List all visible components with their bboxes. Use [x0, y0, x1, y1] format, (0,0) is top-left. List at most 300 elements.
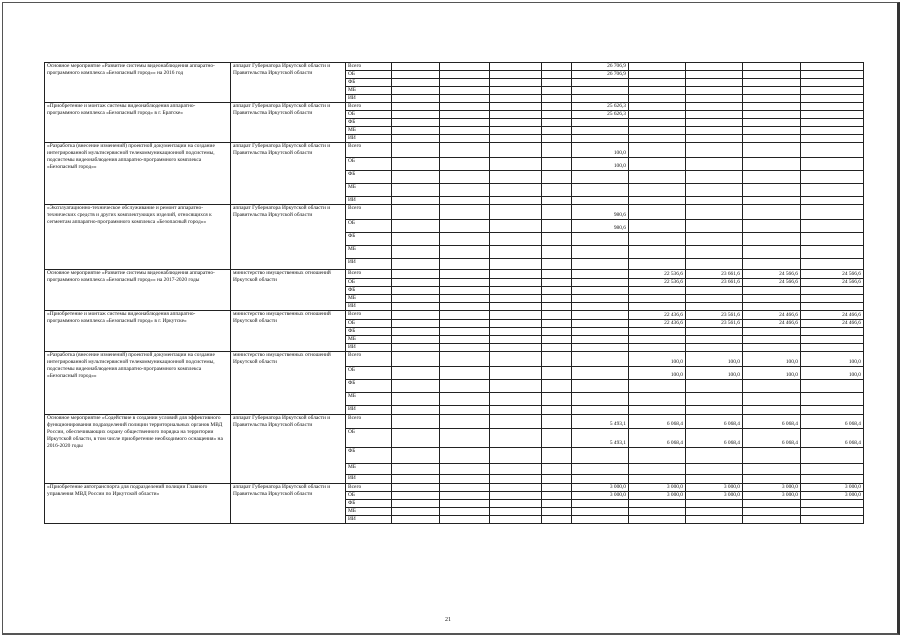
amount-cell [542, 492, 572, 500]
amount-cell [572, 328, 629, 336]
amount-cell [572, 87, 629, 95]
amount-cell [629, 464, 686, 475]
amount-cell [392, 464, 440, 475]
amount-cell [686, 475, 743, 484]
funding-source-cell: ОБ [346, 429, 392, 448]
amount-cell [542, 279, 572, 287]
amount-cell [392, 63, 440, 71]
amount-cell: 24 466,6 [801, 320, 864, 328]
table-row [45, 270, 864, 279]
amount-cell [542, 415, 572, 429]
amount-cell [392, 171, 440, 184]
amount-cell [490, 246, 542, 259]
amount-cell: 3 000,0 [743, 492, 801, 500]
amount-cell [686, 95, 743, 103]
amount-cell [629, 71, 686, 79]
executor-cell: аппарат Губернатора Иркутской области и Правительства Иркутской области [231, 63, 346, 103]
executor-cell: министерство имущественных отношений Иркутской области [231, 270, 346, 311]
amount-cell [490, 103, 542, 111]
amount-cell [542, 184, 572, 197]
funding-source-cell: ФБ [346, 287, 392, 295]
amount-cell [743, 344, 801, 352]
amount-cell [490, 233, 542, 246]
table-row [45, 205, 864, 220]
amount-cell [743, 246, 801, 259]
amount-cell [490, 127, 542, 135]
amount-cell [572, 464, 629, 475]
amount-cell [629, 246, 686, 259]
amount-cell [392, 516, 440, 524]
funding-source-cell: Всего [346, 352, 392, 367]
amount-cell: 22 436,6 [629, 311, 686, 320]
amount-cell [440, 158, 490, 171]
amount-cell [440, 448, 490, 464]
amount-cell [440, 79, 490, 87]
amount-cell: 25 626,3 [572, 111, 629, 119]
amount-cell [542, 448, 572, 464]
amount-cell [743, 95, 801, 103]
amount-cell [440, 111, 490, 119]
amount-cell [490, 367, 542, 380]
amount-cell [629, 303, 686, 311]
activity-name-cell: «Приобретение и монтаж системы видеонаблюдения аппаратно-программного комплекса «Безопасный город» в г. Иркутске» [45, 311, 231, 352]
amount-cell [686, 197, 743, 205]
amount-cell [572, 279, 629, 287]
amount-cell [392, 484, 440, 492]
funding-source-cell: Всего [346, 63, 392, 71]
amount-cell [542, 429, 572, 448]
funding-source-cell: Всего [346, 205, 392, 220]
amount-cell [629, 393, 686, 406]
funding-source-cell: ФБ [346, 328, 392, 336]
amount-cell [801, 158, 864, 171]
amount-cell [743, 328, 801, 336]
amount-cell [743, 103, 801, 111]
amount-cell [440, 380, 490, 393]
amount-cell [392, 475, 440, 484]
amount-cell [743, 220, 801, 233]
amount-cell [440, 311, 490, 320]
amount-cell [542, 197, 572, 205]
budget-table-body [45, 63, 864, 524]
amount-cell [686, 328, 743, 336]
amount-cell [542, 406, 572, 415]
amount-cell [440, 119, 490, 127]
amount-cell [490, 492, 542, 500]
amount-cell [629, 448, 686, 464]
funding-source-cell: МБ [346, 508, 392, 516]
amount-cell [801, 464, 864, 475]
activity-name-cell: «Приобретение и монтаж системы видеонаблюдения аппаратно-программного комплекса «Безопасный город» в г. Братске» [45, 103, 231, 143]
amount-cell [743, 197, 801, 205]
amount-cell [542, 484, 572, 492]
amount-cell [572, 311, 629, 320]
amount-cell [743, 158, 801, 171]
amount-cell [440, 135, 490, 143]
funding-source-cell: ИИ [346, 406, 392, 415]
funding-source-cell: ИИ [346, 303, 392, 311]
amount-cell [743, 448, 801, 464]
amount-cell: 3 000,0 [743, 484, 801, 492]
amount-cell: 24 566,6 [743, 270, 801, 279]
amount-cell [686, 119, 743, 127]
amount-cell [743, 500, 801, 508]
amount-cell: 24 466,6 [801, 311, 864, 320]
amount-cell [440, 246, 490, 259]
amount-cell: 5 493,1 [572, 429, 629, 448]
amount-cell [572, 393, 629, 406]
table-row [45, 415, 864, 429]
amount-cell [572, 367, 629, 380]
executor-cell: аппарат Губернатора Иркутской области и Правительства Иркутской области [231, 415, 346, 484]
amount-cell [572, 135, 629, 143]
amount-cell [686, 111, 743, 119]
activity-name-cell: «Разработка (внесение изменений) проектной документации на создание интегрированной мультисервисной телекоммуникационной подсистемы, подсистемы видеонаблюдения аппаратно-программного комплекса «Безопасный город»» [45, 143, 231, 205]
amount-cell [392, 71, 440, 79]
amount-cell [392, 295, 440, 303]
amount-cell [440, 295, 490, 303]
amount-cell [686, 516, 743, 524]
amount-cell [801, 475, 864, 484]
amount-cell: 23 661,6 [686, 270, 743, 279]
amount-cell [572, 500, 629, 508]
amount-cell [686, 464, 743, 475]
activity-name-cell: «Разработка (внесение изменений) проектной документации на создание интегрированной мультисервисной телекоммуникационной подсистемы, подсистемы видеонаблюдения аппаратно-программного комплекса «Безопасный город»» [45, 352, 231, 415]
amount-cell [440, 415, 490, 429]
amount-cell [686, 246, 743, 259]
funding-source-cell: Всего [346, 311, 392, 320]
amount-cell [572, 270, 629, 279]
table-row [45, 484, 864, 492]
amount-cell [801, 448, 864, 464]
amount-cell [440, 220, 490, 233]
funding-source-cell: МБ [346, 295, 392, 303]
amount-cell [629, 259, 686, 270]
executor-cell: министерство имущественных отношений Иркутской области [231, 311, 346, 352]
budget-table-sheet [44, 62, 863, 524]
amount-cell [743, 516, 801, 524]
amount-cell [743, 79, 801, 87]
funding-source-cell: ИИ [346, 197, 392, 205]
amount-cell [392, 259, 440, 270]
amount-cell [542, 500, 572, 508]
amount-cell [440, 87, 490, 95]
amount-cell [490, 336, 542, 344]
amount-cell [392, 158, 440, 171]
amount-cell [801, 119, 864, 127]
amount-cell [686, 158, 743, 171]
amount-cell [440, 492, 490, 500]
amount-cell [743, 63, 801, 71]
amount-cell [392, 246, 440, 259]
amount-cell [392, 111, 440, 119]
amount-cell [542, 127, 572, 135]
amount-cell [629, 336, 686, 344]
table-row [45, 352, 864, 367]
amount-cell [392, 380, 440, 393]
amount-cell [743, 475, 801, 484]
amount-cell [629, 475, 686, 484]
amount-cell [801, 259, 864, 270]
amount-cell [392, 79, 440, 87]
amount-cell [629, 508, 686, 516]
amount-cell [686, 393, 743, 406]
amount-cell [542, 380, 572, 393]
amount-cell: 100,0 [686, 367, 743, 380]
amount-cell [743, 259, 801, 270]
funding-source-cell: МБ [346, 336, 392, 344]
amount-cell [629, 205, 686, 220]
amount-cell [743, 184, 801, 197]
amount-cell [572, 287, 629, 295]
amount-cell [743, 205, 801, 220]
funding-source-cell: Всего [346, 484, 392, 492]
amount-cell [686, 71, 743, 79]
amount-cell [490, 393, 542, 406]
amount-cell [392, 344, 440, 352]
amount-cell: 3 000,0 [686, 484, 743, 492]
amount-cell [572, 380, 629, 393]
amount-cell [392, 311, 440, 320]
amount-cell [801, 344, 864, 352]
funding-source-cell: МБ [346, 464, 392, 475]
amount-cell [392, 448, 440, 464]
amount-cell [801, 111, 864, 119]
amount-cell: 100,0 [629, 352, 686, 367]
amount-cell [490, 516, 542, 524]
funding-source-cell: ФБ [346, 119, 392, 127]
funding-source-cell: ФБ [346, 171, 392, 184]
amount-cell [440, 143, 490, 158]
amount-cell [743, 336, 801, 344]
amount-cell: 3 000,0 [629, 492, 686, 500]
amount-cell [743, 287, 801, 295]
amount-cell [686, 303, 743, 311]
amount-cell [542, 508, 572, 516]
amount-cell [743, 143, 801, 158]
amount-cell [440, 429, 490, 448]
executor-cell: аппарат Губернатора Иркутской области и Правительства Иркутской области [231, 484, 346, 524]
amount-cell: 6 068,4 [629, 415, 686, 429]
amount-cell [572, 336, 629, 344]
amount-cell [801, 197, 864, 205]
amount-cell [392, 287, 440, 295]
amount-cell [686, 287, 743, 295]
amount-cell [440, 464, 490, 475]
amount-cell [743, 171, 801, 184]
funding-source-cell: ОБ [346, 71, 392, 79]
executor-cell: министерство имущественных отношений Иркутской области [231, 352, 346, 415]
amount-cell [490, 259, 542, 270]
amount-cell [801, 287, 864, 295]
amount-cell [801, 79, 864, 87]
amount-cell [801, 406, 864, 415]
table-row [45, 143, 864, 158]
amount-cell [542, 119, 572, 127]
amount-cell [801, 380, 864, 393]
amount-cell [743, 111, 801, 119]
amount-cell [490, 500, 542, 508]
amount-cell [629, 95, 686, 103]
amount-cell [743, 380, 801, 393]
amount-cell [440, 320, 490, 328]
amount-cell [542, 367, 572, 380]
amount-cell [801, 508, 864, 516]
amount-cell [490, 328, 542, 336]
amount-cell: 3 000,0 [801, 484, 864, 492]
amount-cell [686, 295, 743, 303]
amount-cell [490, 87, 542, 95]
amount-cell [572, 516, 629, 524]
amount-cell [542, 344, 572, 352]
amount-cell [490, 135, 542, 143]
amount-cell [629, 119, 686, 127]
amount-cell [440, 393, 490, 406]
amount-cell [801, 336, 864, 344]
amount-cell [440, 500, 490, 508]
amount-cell [542, 328, 572, 336]
amount-cell [392, 143, 440, 158]
amount-cell [490, 415, 542, 429]
funding-source-cell: ОБ [346, 320, 392, 328]
amount-cell [392, 205, 440, 220]
amount-cell [490, 344, 542, 352]
amount-cell: 24 466,6 [743, 311, 801, 320]
amount-cell: 22 536,6 [629, 270, 686, 279]
executor-cell: аппарат Губернатора Иркутской области и Правительства Иркутской области [231, 103, 346, 143]
amount-cell: 3 000,0 [801, 492, 864, 500]
funding-source-cell: МБ [346, 393, 392, 406]
amount-cell [686, 336, 743, 344]
amount-cell [440, 279, 490, 287]
amount-cell [572, 119, 629, 127]
amount-cell [542, 71, 572, 79]
funding-source-cell: Всего [346, 270, 392, 279]
amount-cell [572, 508, 629, 516]
amount-cell: 100,0 [686, 352, 743, 367]
amount-cell [490, 220, 542, 233]
amount-cell: 6 068,4 [801, 415, 864, 429]
amount-cell [801, 95, 864, 103]
amount-cell: 6 068,4 [743, 415, 801, 429]
amount-cell: 22 536,6 [629, 279, 686, 287]
amount-cell [392, 270, 440, 279]
amount-cell [490, 484, 542, 492]
amount-cell [801, 103, 864, 111]
amount-cell [542, 295, 572, 303]
amount-cell [440, 71, 490, 79]
amount-cell [686, 508, 743, 516]
funding-source-cell: ИИ [346, 259, 392, 270]
amount-cell [743, 393, 801, 406]
amount-cell [490, 320, 542, 328]
amount-cell [542, 320, 572, 328]
amount-cell [572, 95, 629, 103]
amount-cell [542, 233, 572, 246]
amount-cell [392, 197, 440, 205]
amount-cell [686, 259, 743, 270]
amount-cell [686, 406, 743, 415]
amount-cell [572, 406, 629, 415]
amount-cell [542, 95, 572, 103]
funding-source-cell: ОБ [346, 158, 392, 171]
amount-cell [440, 233, 490, 246]
amount-cell [686, 103, 743, 111]
amount-cell [392, 320, 440, 328]
amount-cell [572, 303, 629, 311]
amount-cell [801, 143, 864, 158]
amount-cell: 980,6 [572, 205, 629, 220]
amount-cell [392, 415, 440, 429]
amount-cell [801, 87, 864, 95]
amount-cell: 100,0 [743, 352, 801, 367]
amount-cell [392, 393, 440, 406]
amount-cell [542, 311, 572, 320]
amount-cell [490, 448, 542, 464]
amount-cell [743, 464, 801, 475]
funding-source-cell: Всего [346, 103, 392, 111]
amount-cell [440, 508, 490, 516]
amount-cell [629, 135, 686, 143]
amount-cell [629, 171, 686, 184]
table-row [45, 311, 864, 320]
funding-source-cell: ФБ [346, 380, 392, 393]
amount-cell [629, 197, 686, 205]
amount-cell [440, 95, 490, 103]
amount-cell: 6 068,4 [743, 429, 801, 448]
amount-cell [629, 406, 686, 415]
amount-cell [572, 344, 629, 352]
amount-cell: 23 661,6 [686, 279, 743, 287]
amount-cell [392, 135, 440, 143]
amount-cell [490, 111, 542, 119]
amount-cell [392, 328, 440, 336]
amount-cell: 100,0 [572, 143, 629, 158]
amount-cell [542, 303, 572, 311]
amount-cell: 100,0 [801, 352, 864, 367]
amount-cell: 26 706,9 [572, 63, 629, 71]
funding-source-cell: ИИ [346, 516, 392, 524]
amount-cell [542, 143, 572, 158]
amount-cell [629, 516, 686, 524]
funding-source-cell: ФБ [346, 448, 392, 464]
table-row [45, 103, 864, 111]
amount-cell: 100,0 [572, 158, 629, 171]
amount-cell [542, 259, 572, 270]
amount-cell [440, 484, 490, 492]
amount-cell [801, 500, 864, 508]
amount-cell [686, 500, 743, 508]
amount-cell [542, 270, 572, 279]
amount-cell [440, 171, 490, 184]
amount-cell [801, 184, 864, 197]
funding-source-cell: ФБ [346, 233, 392, 246]
amount-cell [629, 220, 686, 233]
amount-cell [490, 95, 542, 103]
amount-cell [440, 516, 490, 524]
activity-name-cell: Основное мероприятие «Развитие системы видеонаблюдения аппаратно-программного комплекса «Безопасный город»» на 2016 год [45, 63, 231, 103]
amount-cell [686, 220, 743, 233]
amount-cell [542, 111, 572, 119]
amount-cell [490, 303, 542, 311]
amount-cell [743, 508, 801, 516]
amount-cell [542, 87, 572, 95]
amount-cell: 24 566,6 [801, 279, 864, 287]
amount-cell [392, 220, 440, 233]
activity-name-cell: «Приобретение автотранспорта для подразделений полиции Главного управления МВД России по Иркутской области» [45, 484, 231, 524]
amount-cell [440, 259, 490, 270]
funding-source-cell: Всего [346, 143, 392, 158]
